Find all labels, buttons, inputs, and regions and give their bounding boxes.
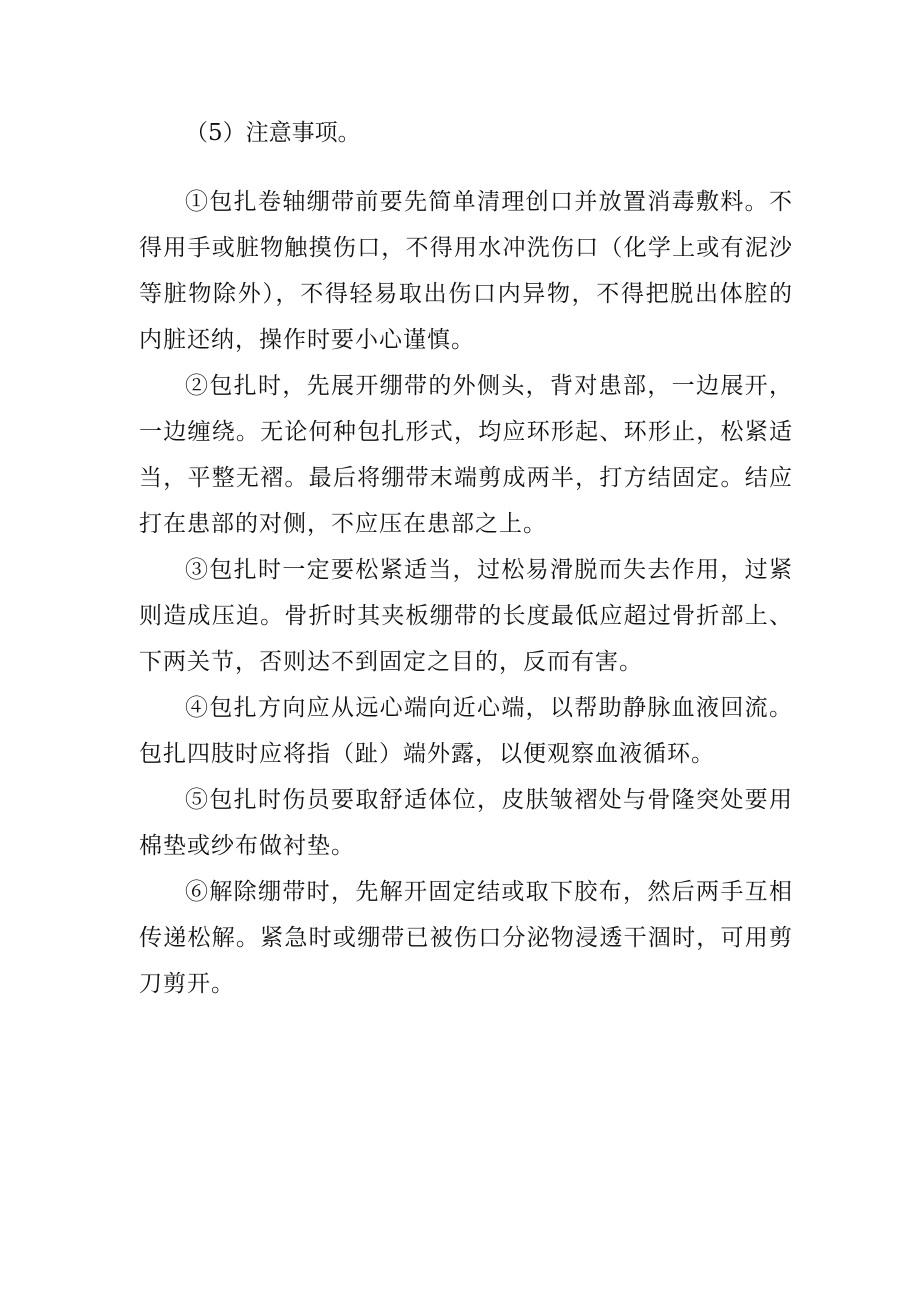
paragraph-1: ①包扎卷轴绷带前要先简单清理创口并放置消毒敷料。不得用手或脏物触摸伤口，不得用水冲洗伤口（化学上或有泥沙等脏物除外），不得轻易取出伤口内异物，不得把脱出体腔的内脏还纳，操作时要小心谨慎。 bbox=[139, 189, 793, 353]
paragraph-6: ⑥解除绷带时，先解开固定结或取下胶布，然后两手互相传递松解。紧急时或绷带已被伤口分泌物浸透干涸时，可用剪刀剪开。 bbox=[139, 879, 793, 997]
section-heading: （5）注意事项。 bbox=[185, 120, 361, 146]
paragraph-4: ④包扎方向应从远心端向近心端，以帮助静脉血液回流。包扎四肢时应将指（趾）端外露，以便观察血液循环。 bbox=[139, 695, 793, 767]
paragraph-2: ②包扎时，先展开绷带的外侧头，背对患部，一边展开，一边缠绕。无论何种包扎形式，均应环形起、环形止，松紧适当，平整无褶。最后将绷带末端剪成两半，打方结固定。结应打在患部的对侧，不应压在患部之上。 bbox=[139, 373, 793, 537]
document-body bbox=[139, 110, 793, 1007]
paragraph-3: ③包扎时一定要松紧适当，过松易滑脱而失去作用，过紧则造成压迫。骨折时其夹板绷带的长度最低应超过骨折部上、下两关节，否则达不到固定之目的，反而有害。 bbox=[139, 557, 793, 675]
paragraph-5: ⑤包扎时伤员要取舒适体位，皮肤皱褶处与骨隆突处要用棉垫或纱布做衬垫。 bbox=[139, 787, 793, 859]
